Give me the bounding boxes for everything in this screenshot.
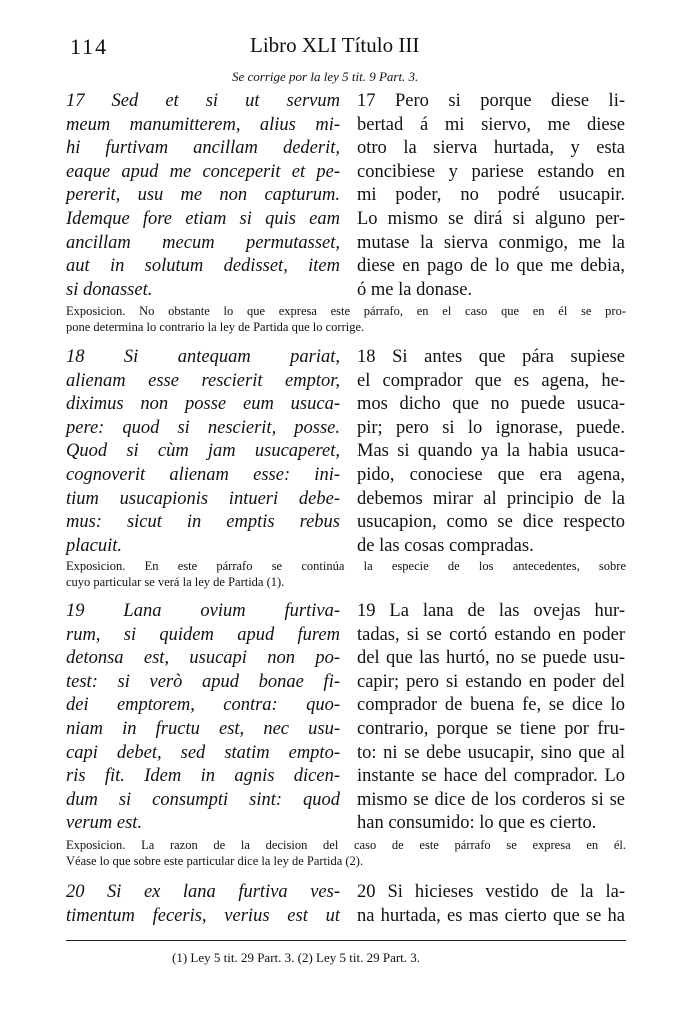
spanish-paragraph-19 xyxy=(357,600,625,836)
text-line: Lo mismo se dirá si alguno per- xyxy=(357,208,625,229)
text-line: debemos mirar al principio de la xyxy=(357,488,625,509)
running-head: Libro XLI Título III xyxy=(250,33,420,57)
text-line: Exposicion. En este párrafo se continúa la especie de los antecedentes, sobre xyxy=(66,559,626,573)
text-line: pido, conociese que era agena, xyxy=(357,464,625,485)
text-line: hi furtivam ancillam dederit, xyxy=(66,138,340,159)
text-line: diximus non posse eum usuca- xyxy=(66,394,340,415)
heading-note: Se corrige por la ley 5 tit. 9 Part. 3. xyxy=(232,69,419,84)
text-line: el comprador que es agena, he- xyxy=(357,370,625,391)
text-line: cuyo particular se verá la ley de Partida (1). xyxy=(66,575,285,589)
text-line: tium usucapionis intueri debe- xyxy=(66,488,340,509)
text-line: Quod si cùm jam usucaperet, xyxy=(66,441,340,462)
text-line: verum est. xyxy=(66,813,143,834)
text-line: instante se hace del comprador. Lo xyxy=(357,766,625,787)
text-line: eaque apud me conceperit et pe- xyxy=(66,161,340,182)
text-line: mutase la sierva conmigo, me la xyxy=(357,232,625,253)
text-line: comprador de buena fe, se dice lo xyxy=(357,695,625,716)
exposicion-19 xyxy=(66,837,626,869)
text-line: detonsa est, usucapi non po- xyxy=(66,648,340,669)
text-line: dum si consumpti sint: quod xyxy=(66,789,340,810)
exposicion-18 xyxy=(66,558,626,590)
text-line: de las cosas compradas. xyxy=(357,535,534,556)
text-line: han consumido: lo que es cierto. xyxy=(357,813,597,834)
spanish-paragraph-18 xyxy=(357,346,625,558)
text-line: timentum feceris, verius est ut xyxy=(66,905,340,926)
text-line: pir; pero si lo ignorase, puede. xyxy=(357,417,625,438)
text-line: placuit. xyxy=(66,535,123,556)
text-line: ancillam mecum permutasset, xyxy=(66,232,340,253)
text-line: alienam esse rescierit emptor, xyxy=(66,370,340,391)
text-line: Mas si quando ya la habia usuca- xyxy=(357,441,625,462)
text-line: Véase lo que sobre este particular dice la ley de Partida (2). xyxy=(66,854,364,868)
text-line: capi debet, sed statim empto- xyxy=(66,742,340,763)
text-line: 17 Pero si porque diese li- xyxy=(357,91,625,111)
latin-paragraph-19 xyxy=(66,600,340,836)
text-line: pererit, usu me non capturum. xyxy=(66,185,340,206)
text-line: si donasset. xyxy=(66,279,153,300)
text-line: rum, si quidem apud furem xyxy=(66,624,340,645)
latin-paragraph-17 xyxy=(66,90,340,302)
text-line: na hurtada, es mas cierto que se ha xyxy=(357,905,625,926)
text-line: 19 Lana ovium furtiva- xyxy=(66,601,340,621)
latin-paragraph-20 xyxy=(66,881,340,928)
page-number: 114 xyxy=(70,34,109,59)
footnote-rule xyxy=(66,940,626,941)
text-line: mi poder, no podré usucapir. xyxy=(357,185,625,206)
text-line: otro la sierva hurtada, y esta xyxy=(357,138,625,159)
text-line: mos dicho que no puede usuca- xyxy=(357,394,625,415)
text-line: dei emptorem, contra: quo- xyxy=(66,695,340,716)
text-line: ris fit. Idem in agnis dicen- xyxy=(66,766,340,787)
text-line: ó me la donase. xyxy=(357,279,473,300)
text-line: test: si verò apud bonae fi- xyxy=(66,671,340,692)
text-line: meum manumitterem, alius mi- xyxy=(66,114,340,135)
text-line: 17 Sed et si ut servum xyxy=(66,91,340,111)
text-line: concibiese y pariese estando en xyxy=(357,161,625,182)
text-line: mus: sicut in emptis rebus xyxy=(66,512,340,533)
text-line: diese en pago de lo que me debia, xyxy=(357,256,625,277)
text-line: 20 Si ex lana furtiva ves- xyxy=(66,882,340,902)
text-line: to: ni se debe usucapir, sino que al xyxy=(357,742,625,763)
text-line: bertad á mi siervo, me diese xyxy=(357,114,625,135)
exposicion-17 xyxy=(66,303,626,335)
text-line: aut in solutum dedisset, item xyxy=(66,256,340,277)
text-line: Idemque fore etiam si quis eam xyxy=(66,208,340,229)
text-line: cognoverit alienam esse: ini- xyxy=(66,464,340,485)
text-line: mismo se dice de los corderos si se xyxy=(357,789,625,810)
text-line: del que las hurtó, no se puede usu- xyxy=(357,648,625,669)
text-line: 18 Si antes que pára supiese xyxy=(357,347,625,367)
text-line: niam in fructu est, nec usu- xyxy=(66,718,340,739)
text-line: capir; pero si estando en poder del xyxy=(357,671,625,692)
footnotes: (1) Ley 5 tit. 29 Part. 3. (2) Ley 5 tit. 29 Part. 3. xyxy=(172,950,421,965)
text-line: 18 Si antequam pariat, xyxy=(66,347,340,367)
text-line: pere: quod si nescierit, posse. xyxy=(66,417,340,438)
text-line: 19 La lana de las ovejas hur- xyxy=(357,601,625,621)
text-line: 20 Si hicieses vestido de la la- xyxy=(357,882,625,902)
text-line: pone determina lo contrario la ley de Partida que lo corrige. xyxy=(66,320,365,334)
spanish-paragraph-20 xyxy=(357,881,625,928)
text-line: usucapion, como se dice respecto xyxy=(357,512,625,533)
latin-paragraph-18 xyxy=(66,346,340,558)
text-line: contrario, porque se tiene por fru- xyxy=(357,718,625,739)
text-line: Exposicion. La razon de la decision del caso de este párrafo se expresa en él. xyxy=(66,838,626,852)
text-line: tadas, si se cortó estando en poder xyxy=(357,624,625,645)
spanish-paragraph-17 xyxy=(357,90,625,302)
text-line: Exposicion. No obstante lo que expresa este párrafo, en el caso que en él se pro- xyxy=(66,304,626,318)
